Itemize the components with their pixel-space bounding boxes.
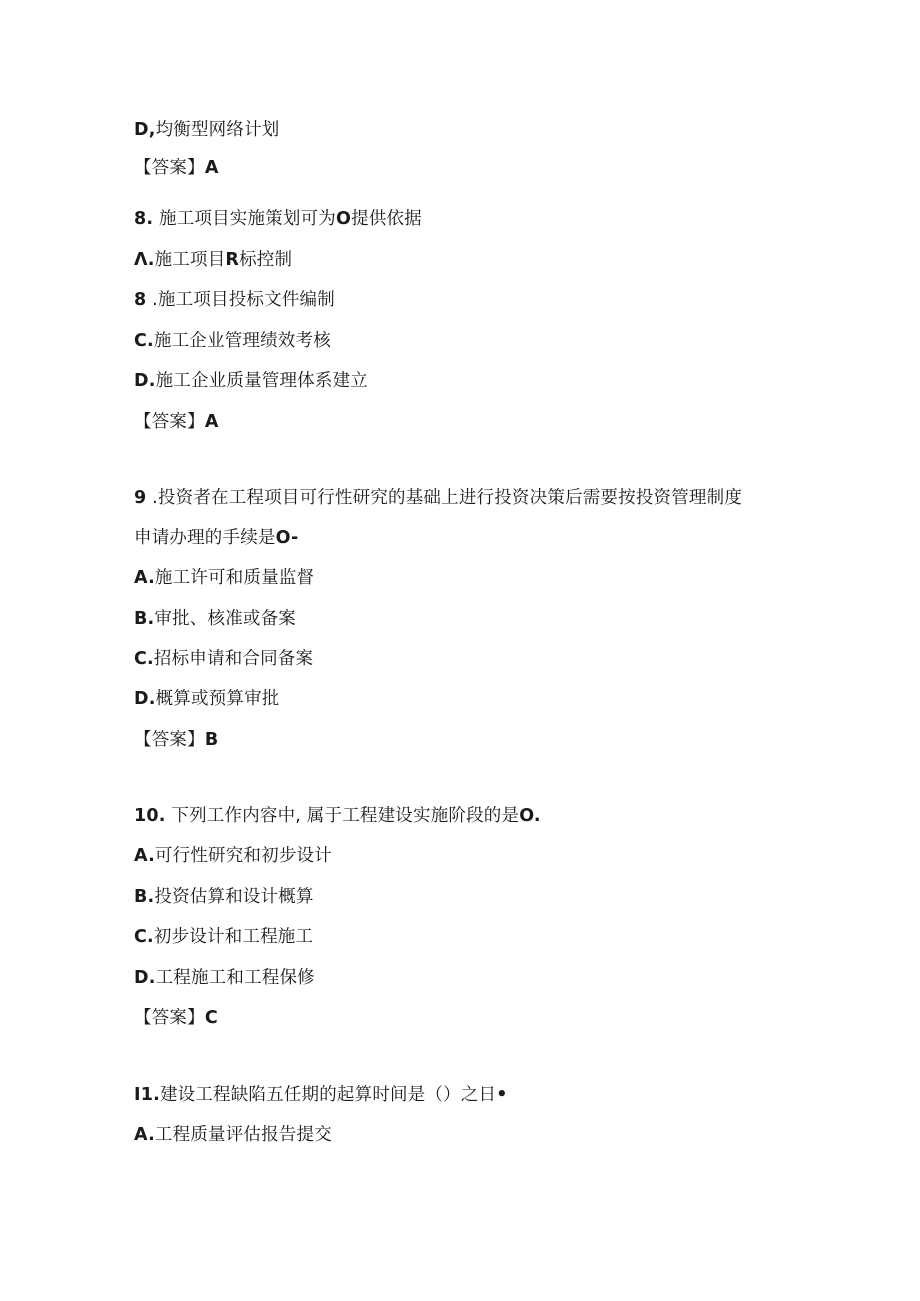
option-a-q10: A.可行性研究和初步设计 bbox=[134, 846, 332, 866]
option-c-q9: C.招标申请和合同备案 bbox=[134, 649, 314, 669]
option-c-q8: C.施工企业管理绩效考核 bbox=[134, 331, 331, 351]
option-d-q8: D.施工企业质量管理体系建立 bbox=[134, 371, 368, 391]
option-d-q10: D.工程施工和工程保修 bbox=[134, 968, 315, 988]
option-b-q9: B.审批、核准或备案 bbox=[134, 609, 296, 629]
question-9-line2: 申请办理的手续是O- bbox=[134, 528, 299, 548]
answer-q10: 【答案】C bbox=[134, 1008, 218, 1028]
option-a-q11: A.工程质量评估报告提交 bbox=[134, 1125, 332, 1145]
answer-q9: 【答案】B bbox=[134, 730, 219, 750]
option-a-q9: A.施工许可和质量监督 bbox=[134, 568, 315, 588]
option-b-q10: B.投资估算和设计概算 bbox=[134, 887, 314, 907]
option-a-q8: Λ.施工项目R标控制 bbox=[134, 250, 293, 270]
option-b-q8: 8 .施工项目投标文件编制 bbox=[134, 290, 335, 310]
option-c-q10: C.初步设计和工程施工 bbox=[134, 927, 314, 947]
question-8: 8. 施工项目实施策划可为O提供依据 bbox=[134, 209, 422, 229]
option-d-q9: D.概算或预算审批 bbox=[134, 689, 280, 709]
answer-q8: 【答案】A bbox=[134, 412, 219, 432]
question-10: 10. 下列工作内容中, 属于工程建设实施阶段的是O. bbox=[134, 806, 541, 826]
option-d-q7: D,均衡型网络计划 bbox=[134, 120, 280, 140]
question-9-line1: 9 .投资者在工程项目可行性研究的基础上进行投资决策后需要按投资管理制度 bbox=[134, 488, 743, 508]
answer-q7: 【答案】A bbox=[134, 158, 219, 178]
question-11: I1.建设工程缺陷五任期的起算时间是（）之日• bbox=[134, 1085, 508, 1105]
